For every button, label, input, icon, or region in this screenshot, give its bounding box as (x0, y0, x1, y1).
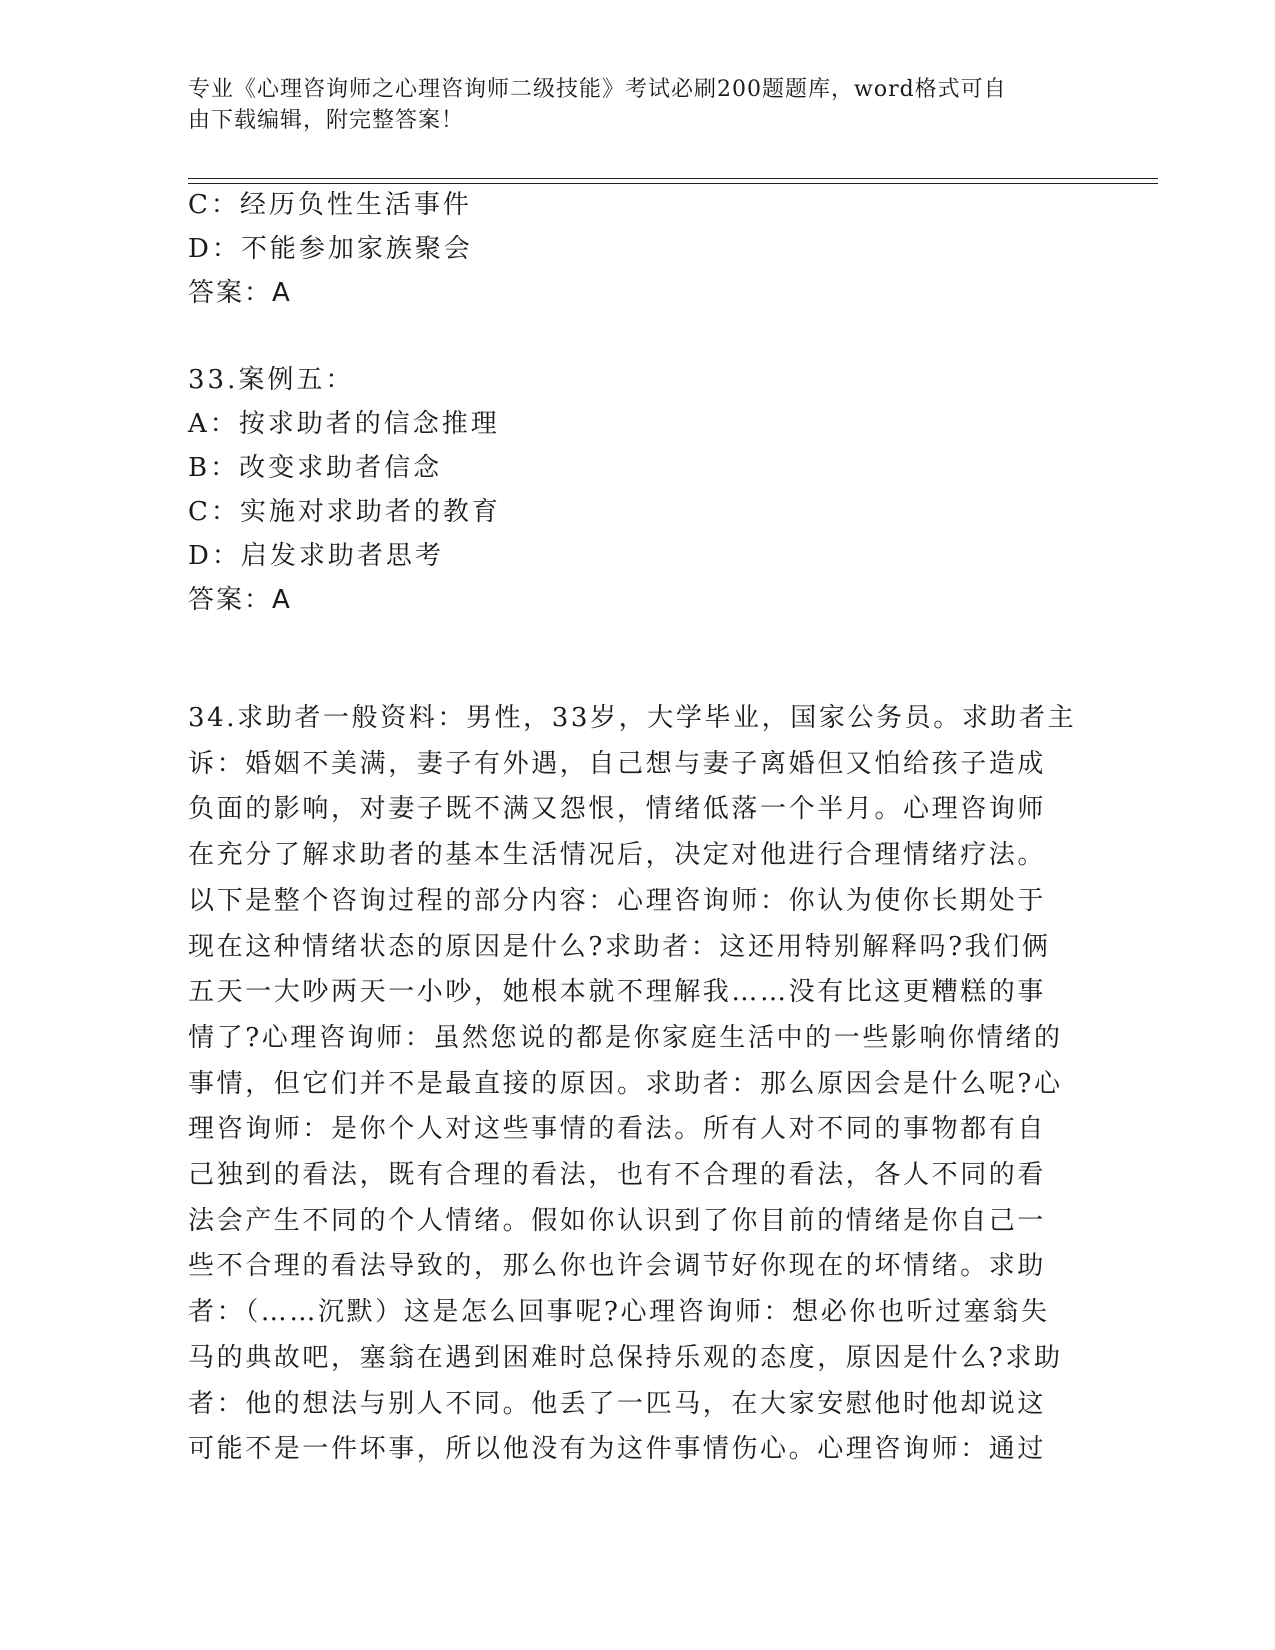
q34-line: 些不合理的看法导致的，那么你也许会调节好你现在的坏情绪。求助 (188, 1251, 1047, 1282)
q32-option-d: D：不能参加家族聚会 (188, 234, 473, 264)
q34-line: 现在这种情绪状态的原因是什么?求助者：这还用特别解释吗?我们俩 (188, 931, 1051, 962)
q34-paragraph (188, 696, 1088, 1473)
q32-option-c: C：经历负性生活事件 (188, 190, 472, 220)
q34-line: 法会产生不同的个人情绪。假如你认识到了你目前的情绪是你自己一 (188, 1205, 1047, 1236)
q33-option-c: C：实施对求助者的教育 (188, 497, 501, 527)
header-line-2: 由下载编辑，附完整答案！ (188, 108, 465, 133)
header-divider-bottom (188, 183, 1158, 184)
header-line-1: 专业《心理咨询师之心理咨询师二级技能》考试必刷200题题库，word格式可自 (188, 77, 1007, 102)
q34-line: 以下是整个咨询过程的部分内容：心理咨询师：你认为使你长期处于 (188, 885, 1047, 916)
q33-option-d: D：启发求助者思考 (188, 541, 444, 571)
q34-line: 者：他的想法与别人不同。他丢了一匹马，在大家安慰他时他却说这 (188, 1388, 1047, 1419)
q34-line: 情了?心理咨询师：虽然您说的都是你家庭生活中的一些影响你情绪的 (188, 1022, 1063, 1053)
q33-answer: 答案：A (188, 585, 292, 615)
q34-line: 在充分了解求助者的基本生活情况后，决定对他进行合理情绪疗法。 (188, 840, 1047, 871)
document-header (188, 74, 1078, 136)
q34-line: 五天一大吵两天一小吵，她根本就不理解我……没有比这更糟糕的事 (188, 977, 1047, 1008)
q32-answer: 答案：A (188, 278, 292, 308)
q34-line: 己独到的看法，既有合理的看法，也有不合理的看法，各人不同的看 (188, 1160, 1047, 1191)
q34-line: 可能不是一件坏事，所以他没有为这件事情伤心。心理咨询师：通过 (188, 1434, 1047, 1465)
q33-option-a: A：按求助者的信念推理 (188, 409, 500, 439)
q34-line: 者：（……沉默）这是怎么回事呢?心理咨询师：想必你也听过塞翁失 (188, 1297, 1050, 1328)
q33-title: 33.案例五： (188, 365, 355, 395)
q34-line: 理咨询师：是你个人对这些事情的看法。所有人对不同的事物都有自 (188, 1114, 1047, 1145)
q34-line: 事情，但它们并不是最直接的原因。求助者：那么原因会是什么呢?心 (188, 1068, 1063, 1099)
q34-line: 34.求助者一般资料：男性，33岁，大学毕业，国家公务员。求助者主 (188, 703, 1077, 733)
q33-option-b: B：改变求助者信念 (188, 453, 443, 483)
q34-line: 马的典故吧，塞翁在遇到困难时总保持乐观的态度，原因是什么?求助 (188, 1342, 1063, 1373)
header-divider-top (188, 178, 1158, 179)
q34-line: 诉：婚姻不美满，妻子有外遇，自己想与妻子离婚但又怕给孩子造成 (188, 748, 1047, 779)
q34-line: 负面的影响，对妻子既不满又怨恨，情绪低落一个半月。心理咨询师 (188, 794, 1047, 825)
